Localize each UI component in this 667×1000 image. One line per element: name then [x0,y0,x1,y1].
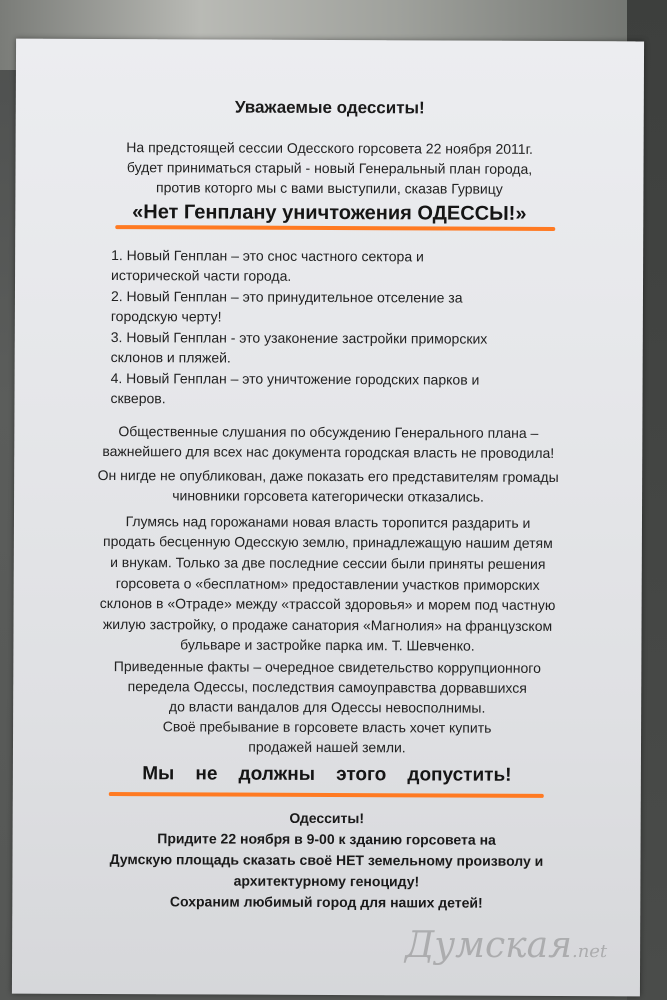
intro-line: против которго мы с вами выступили, сказав Гурвицу [156,179,503,197]
list-item: городскую черту! [110,308,222,325]
paragraph-line: горсовета о «бесплатном» предоставлении участков приморских [115,575,540,593]
list-item: 3. Новый Генплан - это узаконение застройки приморских [110,329,488,347]
paragraph-line: склонов в «Отраде» между «трассой здоровья» и морем под частную [99,595,556,613]
list-item: исторической части города. [111,267,292,284]
list-item: скверов. [110,390,166,407]
slogan: «Нет Генплану уничтожения ОДЕССЫ!» [132,201,527,225]
list-item: 4. Новый Генплан – это уничтожение городских парков и [110,370,480,388]
notice-sheet [12,39,644,997]
paragraph-line: продать бесценную Одесскую землю, принадлежащую нашим детям [103,533,553,551]
paragraph-line: чиновники горсовета категорически отказались. [172,487,484,505]
slogan-2: Мы не должны этого допустить! [142,763,512,786]
paragraph-line: до власти вандалов для Одессы невосполнимы. [168,698,486,716]
paragraph-line: Глумясь над горожанами новая власть торопится раздарить и [125,513,531,531]
closing-line: Одесситы! [289,809,365,827]
slogan-highlight [115,225,555,231]
paragraph-line: и внукам. Только за две последние сессии были приняты решения [110,554,546,572]
watermark-logo [405,925,607,966]
list-item: 2. Новый Генплан – это принудительное отселение за [110,288,463,306]
paragraph-line: Приведенные факты – очередное свидетельство коррупционного [113,658,541,676]
intro-line: будет приниматься старый - новый Генеральный план города, [126,159,533,177]
paragraph-line: Он нигде не опубликован, даже показать его представителям громады [97,466,559,486]
paragraph-line: передела Одессы, последствия самоуправства дорвавшихся [127,678,527,696]
list-item: 1. Новый Генплан – это снос частного сектора и [111,247,424,265]
paragraph-line: важнейшего для всех нас документа городская власть не проводила! [102,443,555,461]
paragraph-line: жилую застройку, о продаже санатория «Магнолия» на французском [102,616,553,634]
paragraph-line: Своё пребывание в горсовете власть хочет купить [162,718,492,736]
closing-line: Думскую площадь сказать своё НЕТ земельному произволу и [109,851,544,869]
list-item: склонов и пляжей. [110,349,231,366]
watermark-suffix: .net [571,941,608,962]
closing-line: Сохраним любимый город для наших детей! [169,893,483,911]
paragraph-line: бульваре и застройке парка им. Т. Шевченко. [180,636,475,654]
notice-title: Уважаемые одесситы! [234,97,425,118]
watermark-name: Думская [405,925,572,966]
paragraph-line: Общественные слушания по обсуждению Генерального плана – [118,423,539,441]
paragraph-line: продажей нашей земли. [248,738,406,756]
intro-line: На предстоящей сессии Одесского горсовета 22 ноября 2011г. [126,139,533,157]
closing-line: архитектурному геноциду! [233,872,420,890]
closing-line: Придите 22 ноября в 9-00 к зданию горсовета на [157,830,496,848]
slogan2-highlight [109,792,544,798]
